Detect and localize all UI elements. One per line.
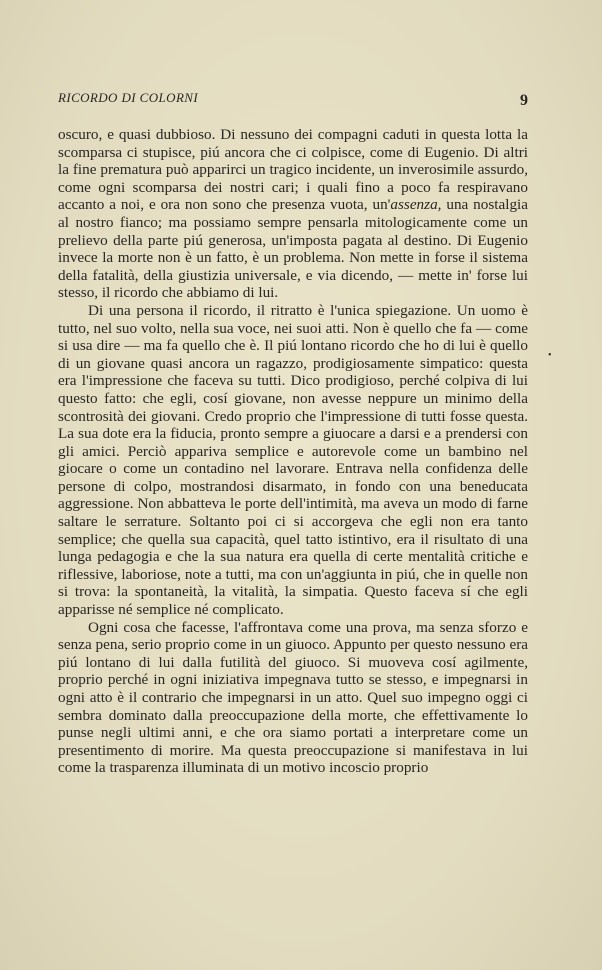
text-span: Di una persona il ricordo, il ritratto è l'unica spiegazione. Un uomo è tutto, nel suo volto, nella sua voce, nei suoi atti. Non è quello che fa — come si usa dire — ma fa quello che è. Il piú lontano ricordo che ho di lui è quello di un giovane quasi ancora un ragazzo, prodigiosamente simpatico: questa era l'impressione che faceva su tutti. Dico prodigioso, perché colpiva di lui questo fatto: che egli, cosí giovane, non avesse neppure un minimo della scontrosità dei giovani. Credo proprio che l'impressione di tutti fosse questa. La sua dote era la fiducia, pronto sempre a giuocare a darsi e a prendersi con gli amici. Perciò appariva semplice e autorevole come un bambino nel giocare o come un contadino nel lavorare. Entrava nella confidenza delle persone di colpo, mostrandosi disarmato, in fondo con una beneducata aggressione. Non abbatteva le porte dell'intimità, ma aveva un modo di farne saltare le serrature. Soltanto poi ci si accorgeva che egli non era tanto semplice; che quella sua capacità, quel tatto istintivo, era il risultato di una lunga pedagogia e che la sua natura era quella di certe mentalità critiche e riflessive, laboriose, note a tutti, ma con un'aggiunta in piú, che in quelle non si trova: la spontaneità, la vitalità, la simpatia. Questo faceva sí che egli apparisse né semplice né complicato. <box>58 301 528 619</box>
body-text <box>58 126 528 777</box>
paragraph-1 <box>58 126 528 302</box>
running-title: RICORDO DI COLORNI <box>58 90 199 105</box>
page-header <box>58 90 528 114</box>
text-span: oscuro, e quasi dubbioso. Di nessuno dei compagni caduti in questa lotta la scomparsa ci stupisce, piú ancora che ci colpisce, come di Eugenio. Di altri la fine prematura può apparirci un tragico incidente, un inverosimile assurdo, come ogni scomparsa dei nostri cari; i quali fino a poco fa respiravano accanto a noi, e ora non sono che presenza vuota, un' <box>58 126 528 214</box>
paragraph-3 <box>58 619 528 777</box>
margin-mark: • <box>548 350 552 361</box>
text-span-italic: assenza, <box>390 196 442 214</box>
paragraph-2 <box>58 302 528 619</box>
page-number: 9 <box>520 92 528 109</box>
text-span: Ogni cosa che facesse, l'affrontava come una prova, ma senza sforzo e senza pena, serio proprio come in un giuoco. Appunto per questo nessuno era piú lontano di lui dalla futilità del giuoco. Si muoveva cosí agilmente, proprio perché in ogni iniziativa impegnava tutto se stesso, e impegnarsi in ogni atto è il contrario che impegnarsi in un atto. Quel suo impegno oggi ci sembra dominato dalla preoccupazione della morte, che effettivamente lo punse negli ultimi anni, e che ora siamo portati a interpretare come un presentimento di morire. Ma questa preoccupazione si manifestava in lui come la trasparenza illuminata di un motivo incoscio proprio <box>58 618 528 777</box>
text-span: una nostalgia al nostro fianco; ma possiamo sempre pensarla mitologicamente come un prelievo della parte piú generosa, un'imposta pagata al destino. Di Eugenio invece la morte non è un fatto, è un problema. Non mette in forse il sistema della fatalità, della giustizia universale, e via dicendo, — mette in' forse lui stesso, il ricordo che abbiamo di lui. <box>58 196 528 302</box>
